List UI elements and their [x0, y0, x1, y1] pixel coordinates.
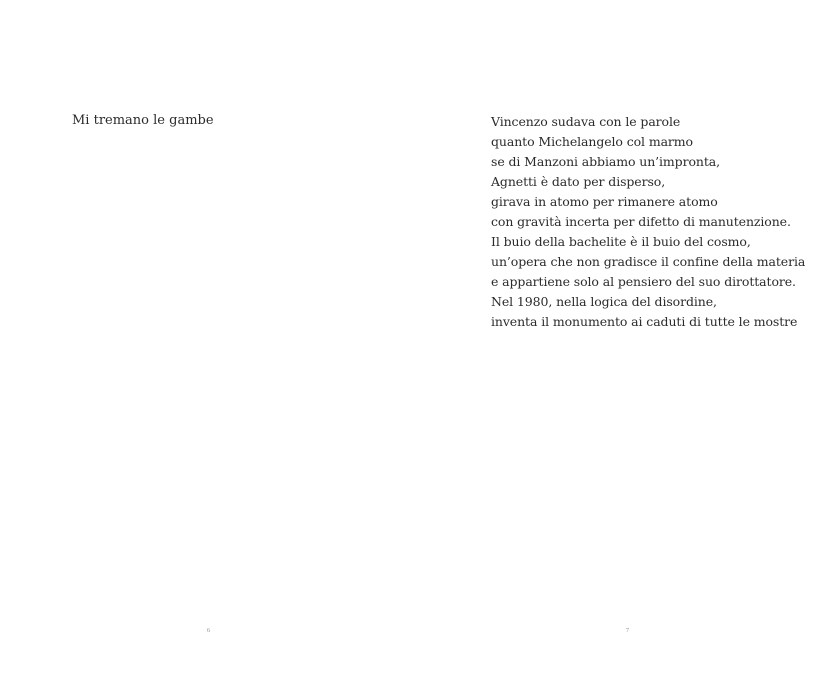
poem-line: Il buio della bachelite è il buio del cosmo,	[491, 234, 751, 249]
poem-text	[491, 112, 805, 332]
poem-line: inventa il monumento ai caduti di tutte le mostre	[491, 314, 798, 329]
poem-line: e appartiene solo al pensiero del suo dirottatore.	[491, 274, 796, 289]
poem-line: con gravità incerta per difetto di manutenzione.	[491, 214, 791, 229]
poem-line: Agnetti è dato per disperso,	[491, 174, 666, 189]
page-number-right: 7	[626, 628, 629, 634]
poem-line: un’opera che non gradisce il confine della materia	[491, 254, 806, 269]
page-number-left: 6	[207, 628, 210, 634]
poem-line: quanto Michelangelo col marmo	[491, 134, 693, 149]
poem-line: se di Manzoni abbiamo un’impronta,	[491, 154, 720, 169]
right-page	[419, 0, 838, 674]
poem-line: Vincenzo sudava con le parole	[491, 114, 681, 129]
poem-line: girava in atomo per rimanere atomo	[491, 194, 718, 209]
poem-line: Nel 1980, nella logica del disordine,	[491, 294, 717, 309]
poem-title: Mi tremano le gambe	[72, 113, 214, 128]
